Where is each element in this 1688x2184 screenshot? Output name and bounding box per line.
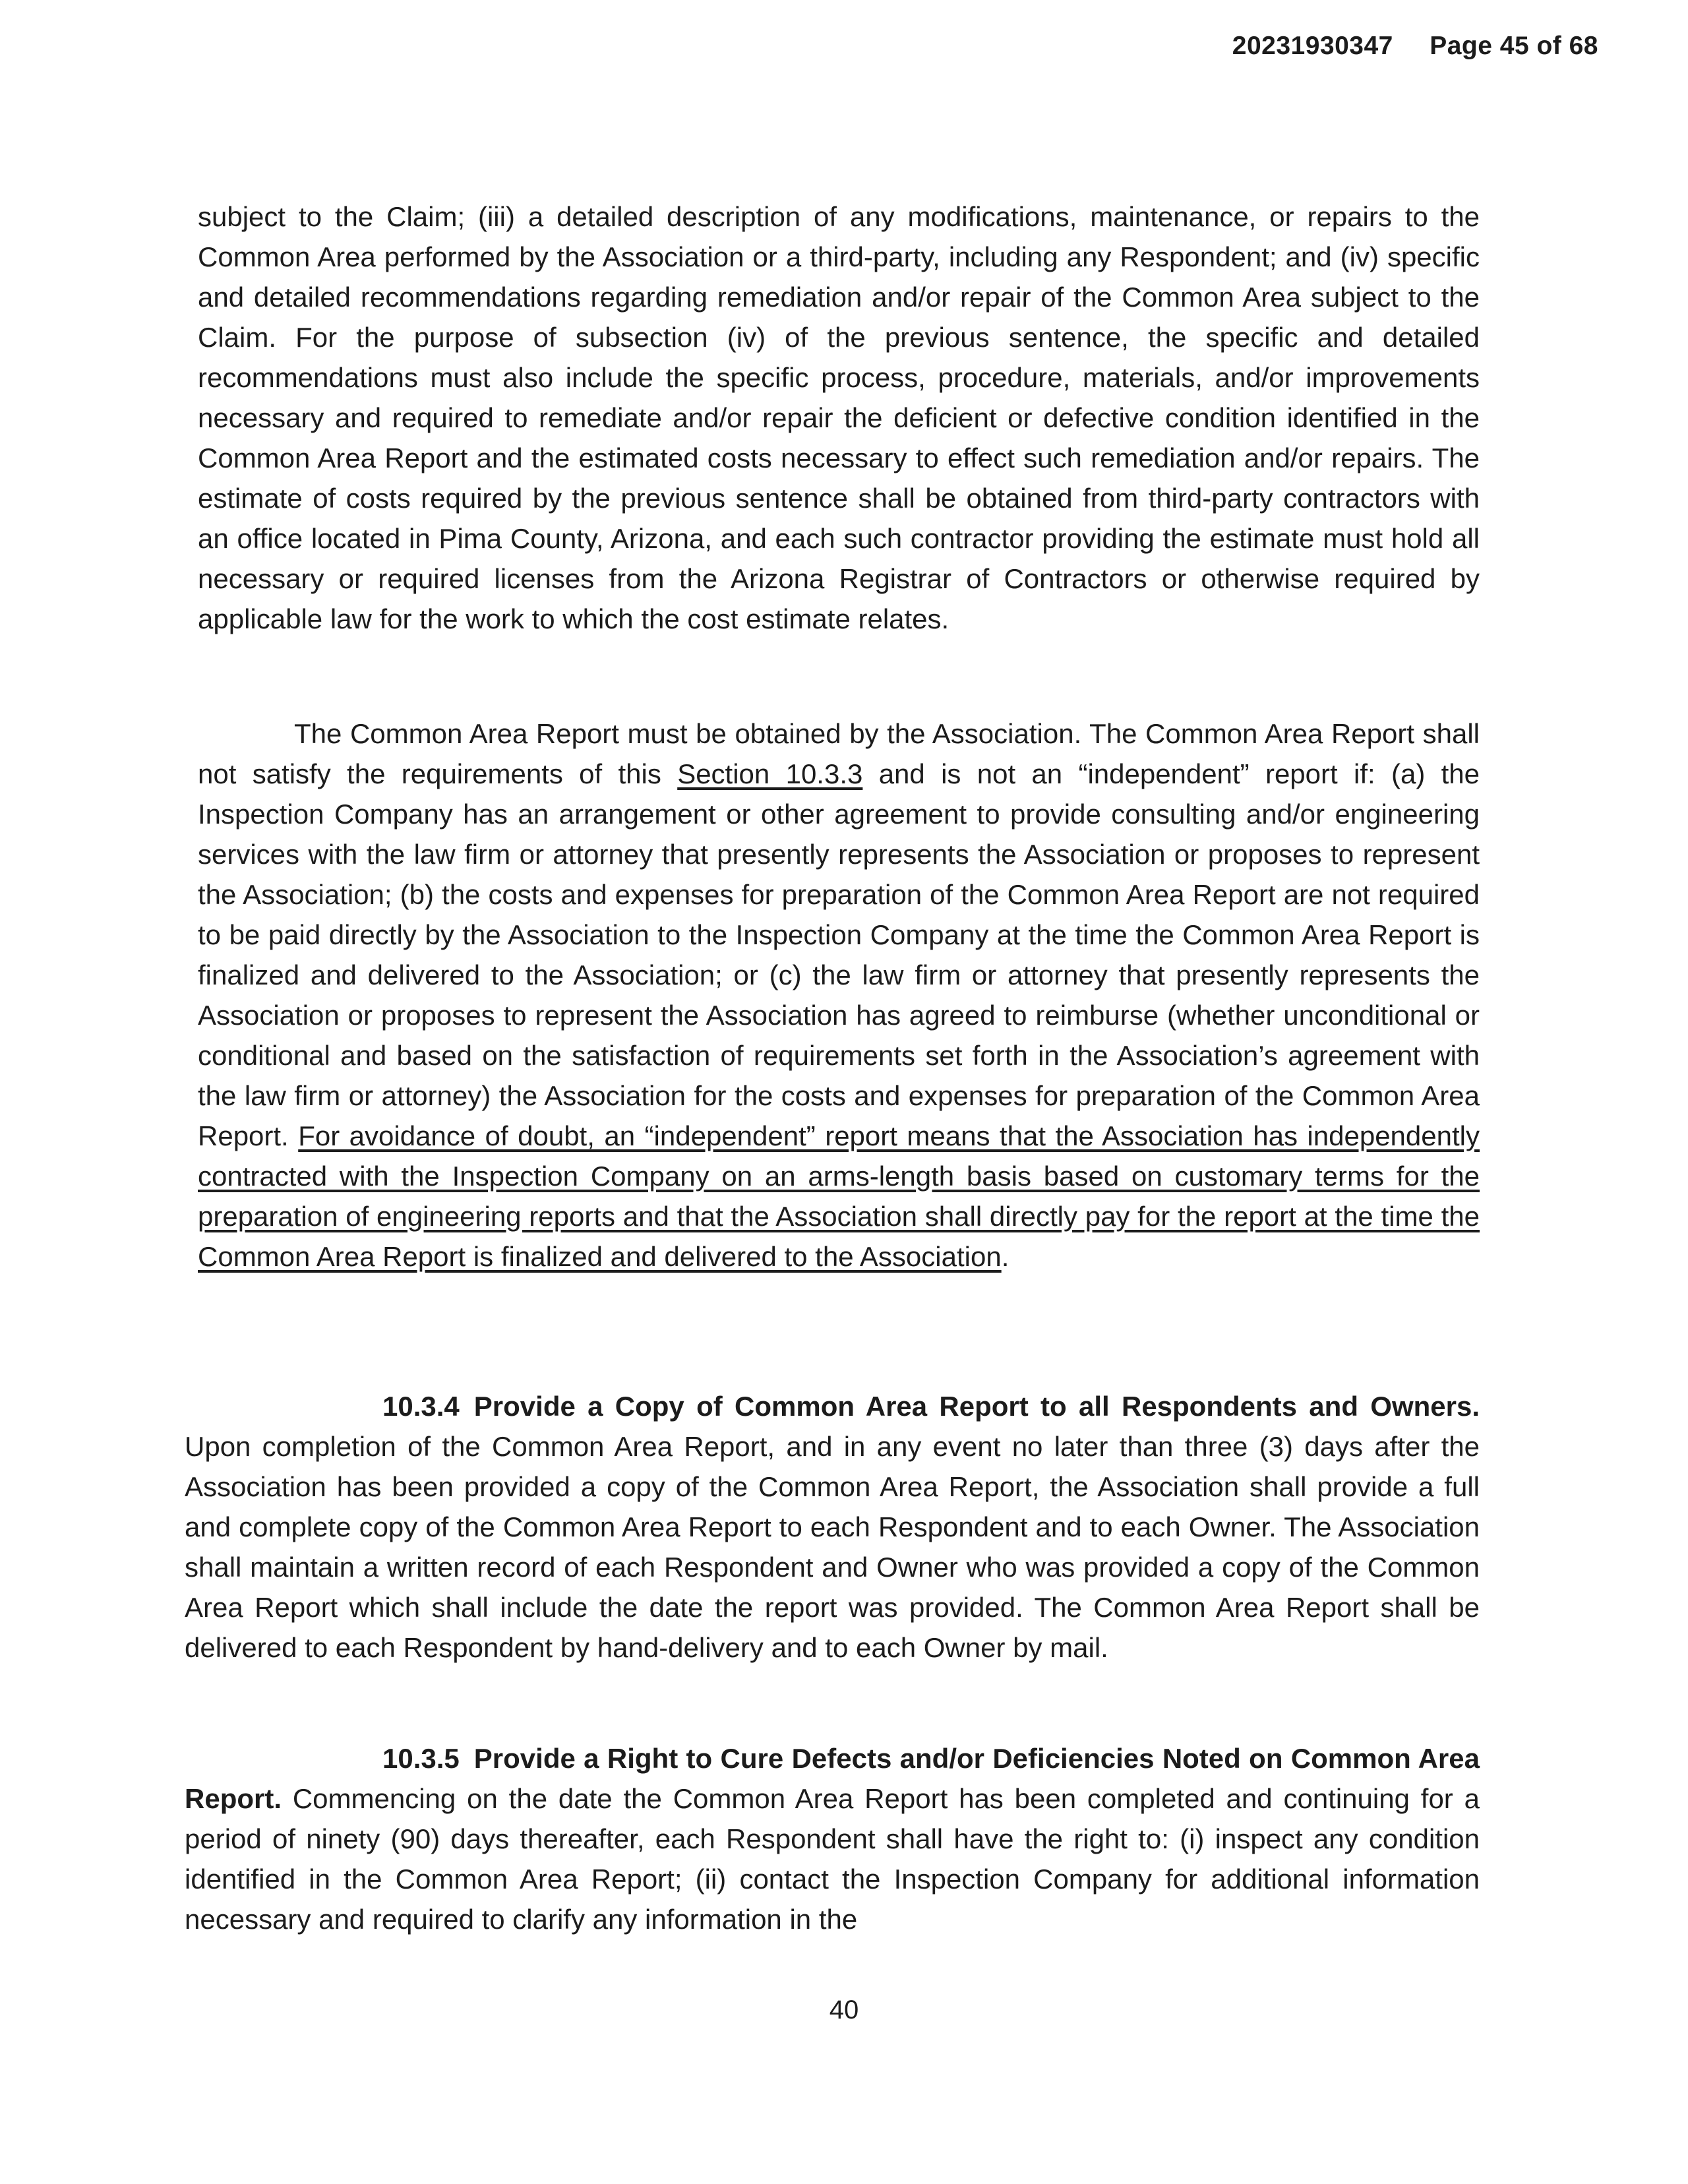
section-title: Provide a Copy of Common Area Report to all Respondents and Owners. bbox=[473, 1391, 1480, 1422]
paragraph-text-part-a: The Common Area Report must be obtained by the Association. The Common Area Report shall not satisfy the requirements of this bbox=[198, 718, 1480, 789]
section-reference-link[interactable]: Section 10.3.3 bbox=[677, 758, 863, 789]
page-header bbox=[1232, 32, 1598, 61]
underlined-definition: For avoidance of doubt, an “independent” report means that the Association has independently contracted with the Inspection Company on an arms-length basis based on customary terms for the preparation of engineering reports and that the Association shall directly pay for the report at the time the Common Area Report is finalized and delivered to the Association bbox=[198, 1120, 1480, 1272]
paragraph-claim-details bbox=[198, 197, 1480, 639]
page-number-footer bbox=[0, 1995, 1688, 2025]
section-title: Provide a Right to Cure Defects and/or Deficiencies Noted on Common Area Report. bbox=[185, 1743, 1480, 1814]
paragraph-text: subject to the Claim; (iii) a detailed description of any modifications, maintenance, or repairs to the Common Area performed by the Association or a third-party, including any Respondent; and (iv) specific and detailed recommendations regarding remediation and/or repair of the Common Area subject to the Claim. For the purpose of subsection (iv) of the previous sentence, the specific and detailed recommendations must also include the specific process, procedure, materials, and/or improvements necessary and required to remediate and/or repair the deficient or defective condition identified in the Common Area Report and the estimated costs necessary to effect such remediation and/or repairs. The estimate of costs required by the previous sentence shall be obtained from third-party contractors with an office located in Pima County, Arizona, and each such contractor providing the estimate must hold all necessary or required licenses from the Arizona Registrar of Contractors or otherwise required by applicable law for the work to which the cost estimate relates. bbox=[198, 201, 1480, 634]
paragraph-text-part-c: . bbox=[1001, 1241, 1010, 1272]
section-heading bbox=[382, 1391, 1480, 1422]
section-body: Upon completion of the Common Area Report, and in any event no later than three (3) days after the Association has been provided a copy of the Common Area Report, the Association shall provide a full and complete copy of the Common Area Report to each Respondent and to each Owner. The Association shall maintain a written record of each Respondent and Owner who was provided a copy of the Common Area Report which shall include the date the report was provided. The Common Area Report shall be delivered to each Respondent by hand-delivery and to each Owner by mail. bbox=[185, 1431, 1480, 1663]
page-number: 40 bbox=[829, 1995, 859, 2024]
section-10-3-5 bbox=[185, 1738, 1480, 1939]
section-number: 10.3.4 bbox=[382, 1391, 460, 1422]
section-body: Commencing on the date the Common Area Report has been completed and continuing for a period of ninety (90) days thereafter, each Respondent shall have the right to: (i) inspect any condition identified in the Common Area Report; (ii) contact the Inspection Company for additional information necessary and required to clarify any information in the bbox=[185, 1783, 1480, 1935]
paragraph-independent-report bbox=[198, 713, 1480, 1277]
section-10-3-4 bbox=[185, 1386, 1480, 1668]
page-indicator: Page 45 of 68 bbox=[1430, 32, 1598, 60]
section-number: 10.3.5 bbox=[382, 1743, 460, 1774]
document-number: 20231930347 bbox=[1232, 32, 1393, 60]
paragraph-text-part-b: and is not an “independent” report if: (a) the Inspection Company has an arrangement or other agreement to provide consulting and/or engineering services with the law firm or attorney that presently represents the Association or proposes to represent the Association; (b) the costs and expenses for preparation of the Common Area Report are not required to be paid directly by the Association to the Inspection Company at the time the Common Area Report is finalized and delivered to the Association; or (c) the law firm or attorney that presently represents the Association or proposes to represent the Association has agreed to reimburse (whether unconditional or conditional and based on the satisfaction of requirements set forth in the Association’s agreement with the law firm or attorney) the Association for the costs and expenses for preparation of the Common Area Report. bbox=[198, 758, 1480, 1151]
